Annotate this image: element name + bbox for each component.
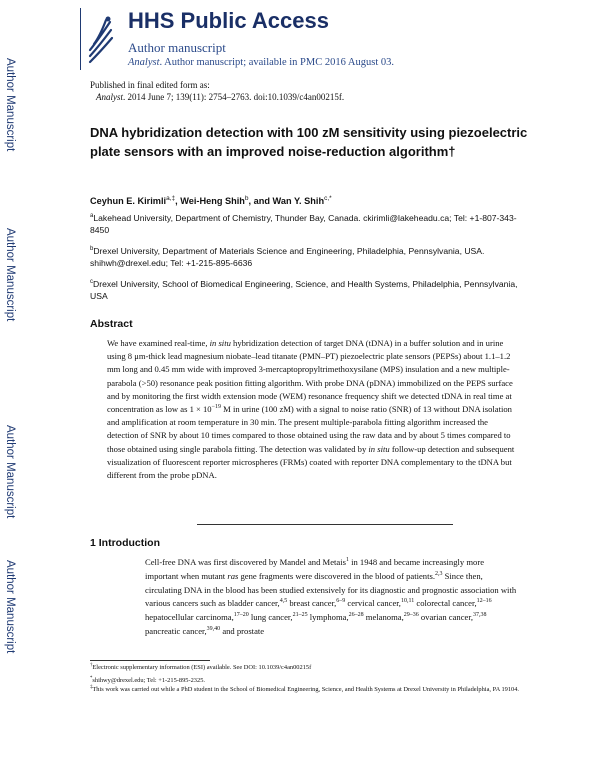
affiliation-c-sup: c (90, 279, 93, 285)
intro-text: gene fragments were discovered in the blood of patients. (238, 570, 435, 581)
citation-ref: 37,38 (473, 612, 487, 619)
intro-text: colorectal cancer, (414, 598, 477, 609)
affiliation-b (90, 243, 520, 269)
abstract-heading: Abstract (90, 318, 133, 330)
intro-text: in 1948 and became increasingly more important when mutant (145, 557, 485, 581)
intro-text: hepatocellular carcinoma, (145, 612, 234, 623)
footnote-esi-sup: † (90, 662, 93, 668)
abstract-in-situ-1: in situ (209, 338, 231, 348)
paper-title: DNA hybridization detection with 100 zM sensitivity using piezoelectric plate sensors with an improved noise-reduction algorithm† (90, 125, 528, 159)
abstract-part-4: follow-up detection and subsequent visualization of fluorescent reporter microspheres (FRMs) coated with reporter DNA complementary to the tDNA but different from the probe pDNA. (107, 443, 515, 481)
author-2-sup: b (244, 195, 249, 202)
side-label-4: Author Manuscript (4, 560, 16, 654)
author-2: , Wei-Heng Shih (175, 196, 245, 207)
author-1-sup: a,‡ (166, 195, 176, 202)
published-line: Published in final edited form as: (90, 80, 210, 90)
citation-line (90, 91, 344, 103)
intro-text: ovarian cancer, (418, 612, 474, 623)
affiliation-b-text: Drexel University, Department of Materials Science and Engineering, Philadelphia, Pennsylvania, USA. shihwh@drexel.edu; Tel: +1-215-895-6636 (90, 245, 485, 268)
intro-ras: ras (227, 570, 239, 581)
citation-ref: 21–25 (292, 612, 308, 619)
affiliation-a (90, 210, 520, 236)
affiliation-b-sup: b (90, 246, 94, 252)
header-divider (80, 8, 81, 70)
footnote-note (90, 686, 530, 695)
citation-ref: 6–9 (336, 598, 346, 605)
abstract-part-3: M in urine (100 zM) with a signal to noise ratio (SNR) of 13 without DNA isolation and amplification at room temperature in 30 min. The present multiple-parabola fitting algorithm increased the detection of SNR by about 10 times compared to those obtained using the raw data and by about 5 times compared to those obtained using single parabola fitting. The detection was validated by (107, 404, 512, 454)
author-3: , and Wan Y. Shih (248, 196, 325, 207)
affiliation-a-text: Lakehead University, Department of Chemistry, Thunder Bay, Canada. ckirimli@lakeheadu.ca; Tel: +1-807-343-8450 (90, 212, 517, 235)
journal-availability (128, 57, 394, 68)
citation-ref: 29–36 (403, 612, 419, 619)
citation-journal: Analyst (96, 92, 123, 102)
footnote-esi (90, 664, 530, 673)
author-list (90, 195, 332, 206)
footnote-note-text: This work was carried out while a PhD student in the School of Biomedical Engineering, Science, and Health Systems at Drexel University in Philadelphia, PA 19104. (92, 686, 520, 693)
introduction-heading: 1 Introduction (90, 537, 160, 549)
abstract-part-1: We have examined real-time, (107, 338, 210, 348)
side-label-2: Author Manuscript (4, 228, 16, 322)
intro-text: lymphoma, (307, 612, 349, 623)
citation-ref: 39,40 (206, 626, 221, 633)
footnote-esi-text: Electronic supplementary information (ESI) available. See DOI: 10.1039/c4an00215f (92, 664, 312, 671)
abstract-part-2: hybridization detection of target DNA (tDNA) in a buffer solution and in urine using 8 μm-thick lead magnesium niobate–lead titanate (PMN–PT) piezoelectric plate sensors (PEPSs) about 1.1–1.2 mm long and 0.45 mm wide with improved 3-mercaptopropyltrimethoxysilane (MPS) insulation and a new multiple-parabola (>50) resonance peak position fitting algorithm. With probe DNA (pDNA) immobilized on the PEPS surface and by monitoring the first width extension mode (WEM) resonance frequency shift we detected tDNA in real time at concentration as low as 1 × 10 (107, 338, 513, 415)
abstract-in-situ-2: in situ (368, 443, 390, 454)
affiliation-c-text: Drexel University, School of Biomedical Engineering, Science, and Health Systems, Philadelphia, Pennsylvania, USA (90, 278, 518, 301)
author-manuscript-label: Author manuscript (128, 40, 226, 55)
intro-text: melanoma, (363, 612, 404, 623)
section-divider (197, 524, 453, 525)
affiliation-c (90, 276, 520, 302)
abstract-body (107, 337, 519, 482)
footnote-divider (90, 660, 210, 661)
citation-ref: 10,11 (400, 598, 415, 605)
introduction-body (145, 556, 519, 639)
abstract-exponent: −19 (211, 404, 221, 411)
affiliation-a-sup: a (90, 213, 94, 219)
footnote-note-sup: ‡ (90, 684, 93, 690)
intro-text: lung cancer, (248, 612, 293, 623)
citation-text: . 2014 June 7; 139(11): 2754–2763. doi:10.1039/c4an00215f. (123, 92, 345, 102)
intro-text: Cell-free DNA was first discovered by Mandel and Metais (145, 557, 346, 567)
intro-text: and prostate (220, 625, 265, 636)
intro-text: cervical cancer, (345, 598, 401, 609)
publication-info (90, 79, 344, 103)
hhs-eagle-icon (84, 10, 114, 66)
footnote-contact-text: shihwy@drexel.edu; Tel: +1-215-895-2325. (92, 677, 205, 684)
footnote-contact-sup: * (90, 675, 93, 681)
journal-name: Analyst (128, 57, 160, 68)
author-3-sup: c,* (324, 195, 332, 202)
author-1: Ceyhun E. Kirimli (90, 196, 167, 207)
availability-text: . Author manuscript; available in PMC 2016 August 03. (159, 57, 394, 68)
footnote-contact (90, 677, 530, 686)
intro-text: breast cancer, (287, 598, 337, 609)
side-label-3: Author Manuscript (4, 425, 16, 519)
citation-ref: 1 (345, 557, 349, 564)
side-label-1: Author Manuscript (4, 58, 16, 152)
intro-text: Since then, circulating DNA in the blood has been studied extensively for its diagnostic and prognostic association with various cancers such as bladder cancer, (145, 570, 517, 609)
citation-ref: 17–20 (233, 612, 249, 619)
hhs-public-access-title: HHS Public Access (128, 8, 329, 33)
intro-text: pancreatic cancer, (145, 625, 207, 636)
citation-ref: 2,3 (434, 570, 443, 577)
citation-ref: 4,5 (279, 598, 288, 605)
citation-ref: 12–16 (476, 598, 492, 605)
citation-ref: 26–28 (348, 612, 364, 619)
